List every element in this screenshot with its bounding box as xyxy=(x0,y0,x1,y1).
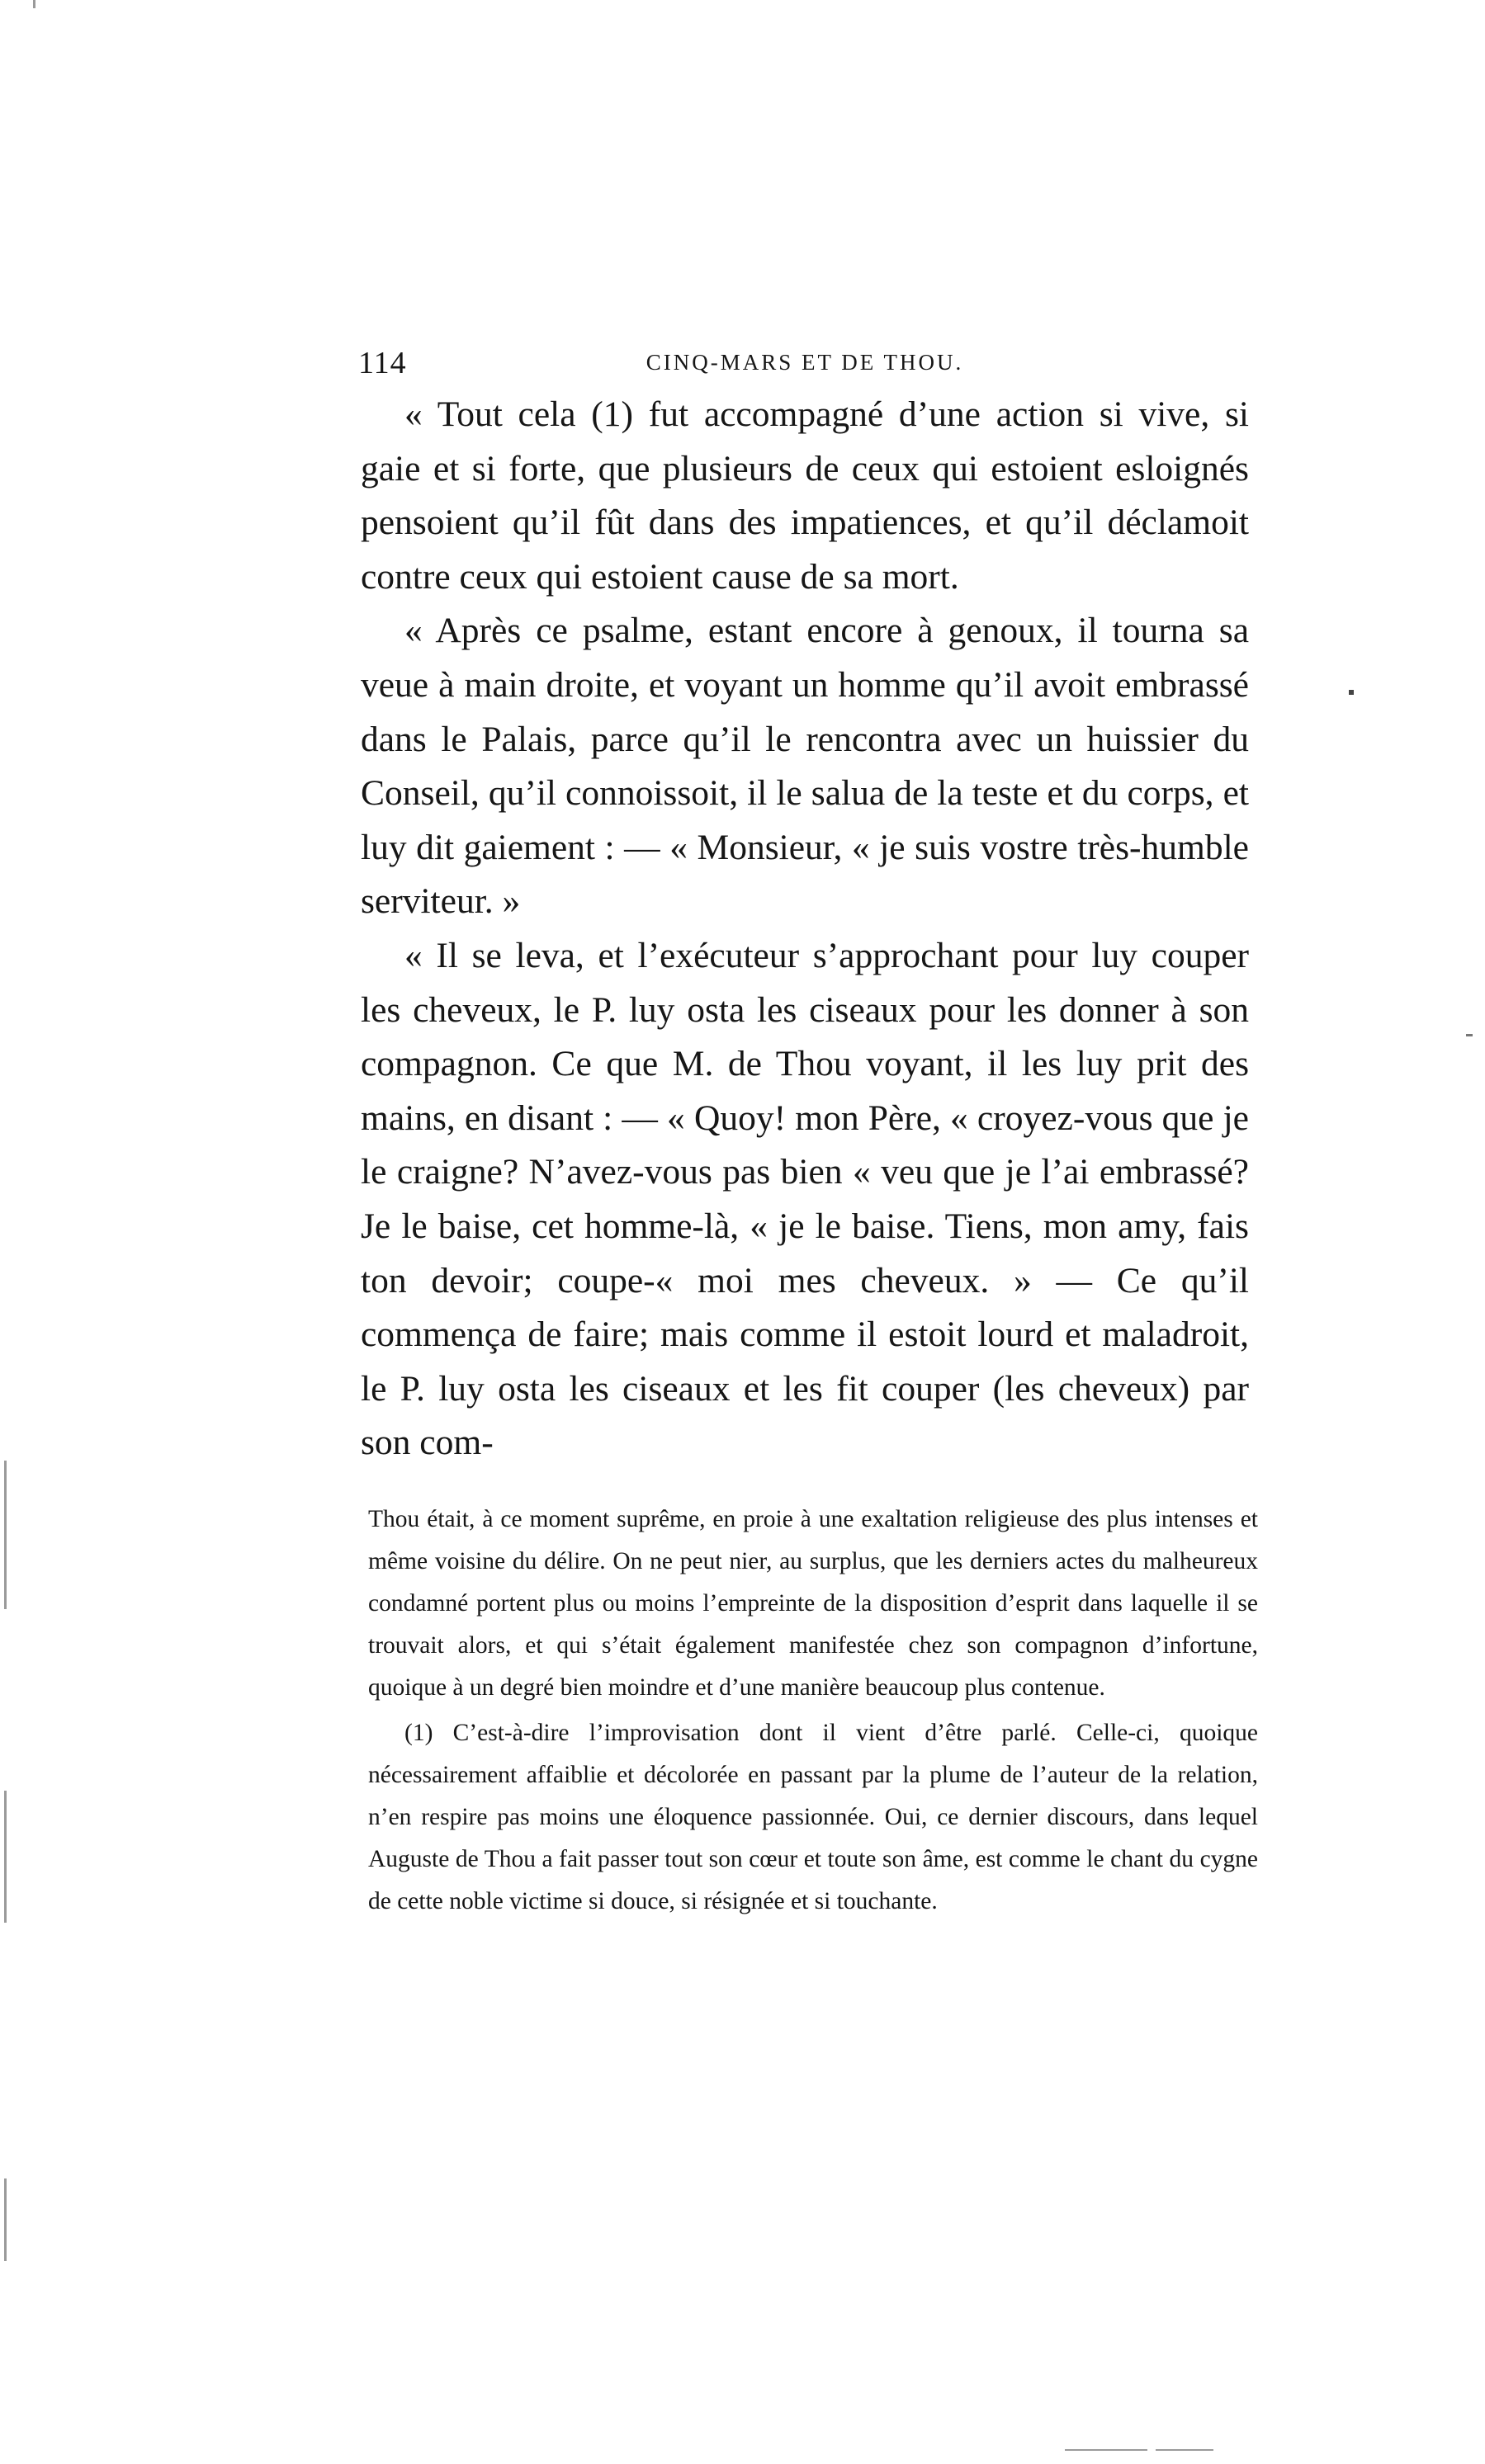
paragraph: « Après ce psalme, estant encore à genoux, il tourna sa veue à main droite, et voyant un homme qu’il avoit embrassé dans le Palais, parce qu’il le rencontra avec un huissier du Conseil, qu’il connoissoit, il le salua de la teste et du corps, et luy dit gaiement : — « Monsieur, « je suis vostre très-humble serviteur. » xyxy=(361,611,1249,922)
scan-edge-mark xyxy=(1156,2449,1213,2451)
footnote-1: (1) C’est-à-dire l’improvisation dont il vient d’être parlé. Celle-ci, quoique nécessairement affaiblie et décolorée en passant par la plume de l’auteur de la relation, n’en respire pas moins une éloquence passionnée. Oui, ce dernier discours, dans lequel Auguste de Thou a fait passer tout son cœur et toute son âme, est comme le chant du cygne de cette noble victime si douce, si résignée et si touchante. xyxy=(368,1720,1258,1914)
ink-speck xyxy=(1466,1034,1473,1036)
scan-edge-mark xyxy=(1065,2449,1147,2451)
footnotes xyxy=(368,1499,1258,1923)
page-number: 114 xyxy=(358,346,407,380)
footnote-continuation: Thou était, à ce moment suprême, en proie à une exaltation religieuse des plus intenses et même voisine du délire. On ne peut nier, au surplus, que les derniers actes du malheureux condamné portent plus ou moins l’empreinte de la disposition d’esprit dans laquelle il se trouvait alors, et qui s’était également manifestée chez son compagnon d’infortune, quoique à un degré bien moindre et d’une manière beaucoup plus contenue. xyxy=(368,1506,1258,1701)
scan-edge-mark xyxy=(4,1461,7,1609)
scan-edge-mark xyxy=(4,1791,7,1923)
main-text xyxy=(361,388,1249,1470)
running-head: CINQ-MARS ET DE THOU. xyxy=(646,350,964,375)
scan-edge-mark xyxy=(33,0,35,8)
paragraph: « Il se leva, et l’exécuteur s’approchant pour luy couper les cheveux, le P. luy osta les ciseaux pour les donner à son compagnon. Ce que M. de Thou voyant, il les luy prit des mains, en disant : — « Quoy! mon Père, « croyez-vous que je le craigne? N’avez-vous pas bien « veu que je l’ai embrassé? Je le baise, cet homme-là, « je le baise. Tiens, mon amy, fais ton devoir; coupe-« moi mes cheveux. » — Ce qu’il commença de faire; mais comme il estoit lourd et maladroit, le P. luy osta les ciseaux et les fit couper (les cheveux) par son com- xyxy=(361,935,1249,1463)
ink-speck xyxy=(1349,690,1354,695)
scan-edge-mark xyxy=(4,2178,7,2261)
paragraph: « Tout cela (1) fut accompagné d’une action si vive, si gaie et si forte, que plusieurs de ceux qui estoient esloignés pensoient qu’il fût dans des impatiences, et qu’il déclamoit contre ceux qui estoient cause de sa mort. xyxy=(361,394,1249,597)
page-header xyxy=(358,345,1251,386)
